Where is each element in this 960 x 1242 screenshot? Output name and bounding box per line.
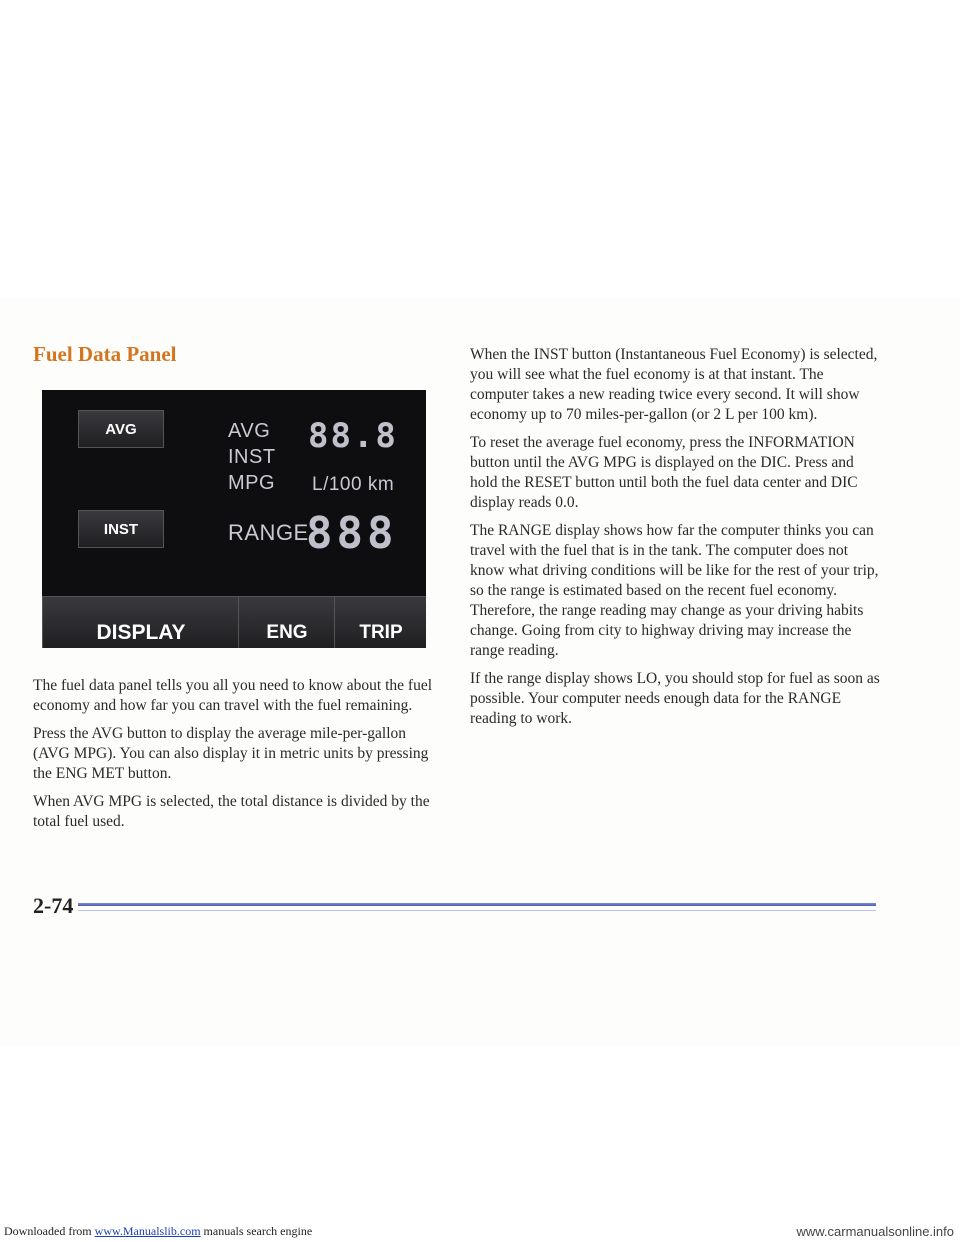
avg-button: AVG (78, 410, 164, 448)
paragraph: If the range display shows LO, you should stop for fuel as soon as possible. Your computer needs enough data for the RANGE reading to work. (470, 670, 880, 727)
left-column (33, 676, 439, 840)
paragraph: The fuel data panel tells you all you need to know about the fuel economy and how far you can travel with the fuel remaining. (33, 677, 433, 714)
paragraph: The RANGE display shows how far the computer thinks you can travel with the fuel that is in the tank. The computer does not know what driving conditions will be like for the rest of your trip, so the range is estimated based on the recent fuel economy. Therefore, the range reading may change as your driving habits change. Going from city to highway driving may increase the range reading. (470, 522, 879, 659)
eng-button (238, 596, 336, 648)
lcd-digits-range: 888 (306, 508, 398, 559)
lcd-range-label: RANGE (228, 520, 309, 545)
inst-button: INST (78, 510, 164, 548)
lcd-avg-label: AVG (228, 420, 271, 442)
trip-button-label: TRIP (359, 622, 403, 643)
lcd-inst-label: INST (228, 446, 276, 468)
eng-button-label: ENG (266, 622, 308, 643)
page-number: 2-74 (33, 893, 74, 918)
footer-rule-thin (78, 910, 876, 911)
right-column (470, 345, 880, 737)
display-button (42, 596, 240, 648)
lcd-digits-economy: 88.8 (308, 416, 398, 456)
lcd-unit-label: L/100 km (312, 474, 395, 495)
page-title: Fuel Data Panel (33, 342, 177, 366)
paragraph: To reset the average fuel economy, press the INFORMATION button until the AVG MPG is displayed on the DIC. Press and hold the RESET button until both the fuel data center and DIC display reads 0.0. (470, 434, 858, 511)
download-prefix: Downloaded from (4, 1223, 92, 1238)
paragraph: Press the AVG button to display the average mile-per-gallon (AVG MPG). You can also display it in metric units by pressing the ENG MET button. (33, 725, 429, 782)
trip-button (334, 596, 426, 648)
watermark-text: www.carmanualsonline.info (796, 1223, 954, 1239)
display-button-label: DISPLAY (96, 621, 186, 644)
footer-rule (78, 903, 876, 906)
fuel-data-panel-photo (42, 390, 426, 648)
paragraph: When the INST button (Instantaneous Fuel Economy) is selected, you will see what the fuel economy is at that instant. The computer takes a new reading twice every second. It will show economy up to 70 miles-per-gallon (or 2 L per 100 km). (470, 346, 878, 423)
lcd-mpg-label: MPG (228, 472, 276, 494)
manualslib-link[interactable]: www.Manualslib.com (94, 1223, 201, 1238)
download-bar (0, 1220, 960, 1242)
download-suffix: manuals search engine (203, 1223, 313, 1238)
paragraph: When AVG MPG is selected, the total distance is divided by the total fuel used. (33, 793, 430, 830)
